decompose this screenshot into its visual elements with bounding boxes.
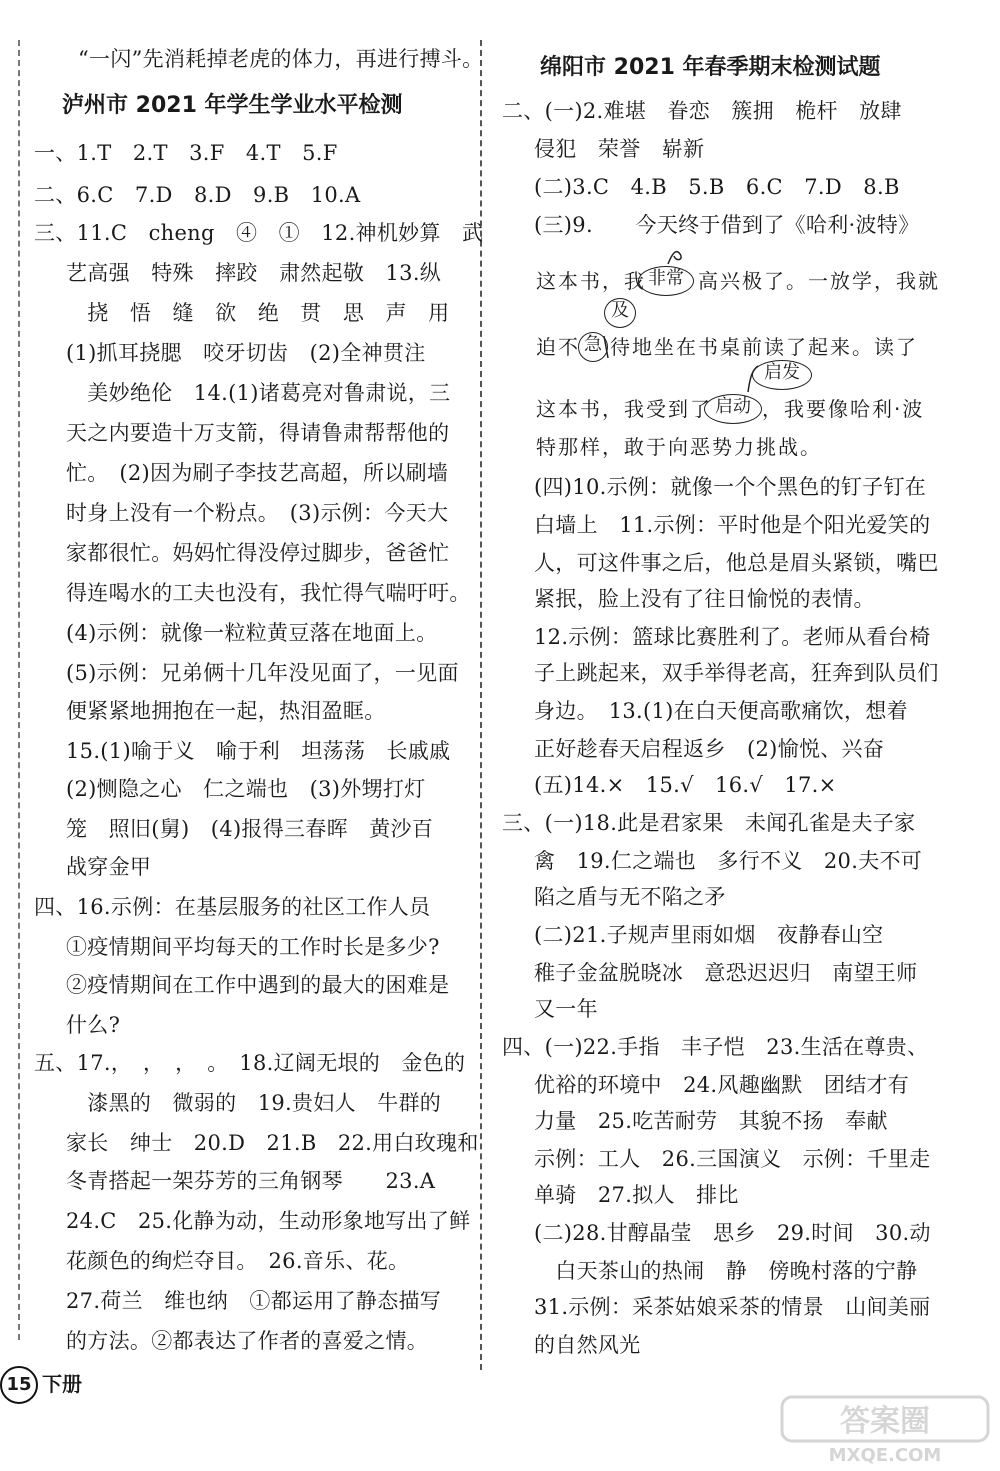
answer-line: 二、6.C 7.D 8.D 9.B 10.A xyxy=(34,183,361,207)
answer-line: 五、17.， ， ， 。 18.辽阔无垠的 金色的 xyxy=(34,1051,466,1075)
answer-line: 三、11.C cheng ④ ① 12.神机妙算 武 xyxy=(34,221,484,245)
answer-line: 二、(一)2.难堪 眷恋 簇拥 桅杆 放肆 xyxy=(502,99,902,123)
hand-line-3a: 这本书，我受到了 xyxy=(536,397,712,421)
answer-line: 单骑 27.拟人 排比 xyxy=(534,1183,739,1207)
section-title-mianyang: 绵阳市 2021 年春季期末检测试题 xyxy=(540,55,881,80)
inserted-word: 启发 xyxy=(752,360,812,390)
answer-line: 花颜色的绚烂夺目。 26.音乐、花。 xyxy=(66,1249,410,1273)
svg-text:MXQE.COM: MXQE.COM xyxy=(828,1445,942,1465)
inserted-word: 及 xyxy=(604,298,636,328)
answer-line: 12.示例：篮球比赛胜利了。老师从看台椅 xyxy=(534,625,931,649)
watermark-logo xyxy=(780,1395,990,1465)
answer-line: (1)抓耳挠腮 咬牙切齿 (2)全神贯注 xyxy=(66,341,426,365)
answer-line: 四、16.示例：在基层服务的社区工作人员 xyxy=(34,895,431,919)
answer-line: 的方法。②都表达了作者的喜爱之情。 xyxy=(66,1329,429,1353)
answer-line: (5)示例：兄弟俩十几年没见面了，一见面 xyxy=(66,661,459,685)
circled-word: 非常 xyxy=(638,266,694,296)
hand-line-4: 特那样，敢于向恶势力挑战。 xyxy=(536,435,822,459)
answer-line: (四)10.示例：就像一个个黑色的钉子钉在 xyxy=(534,475,927,499)
answer-line: 侵犯 荣誉 崭新 xyxy=(534,137,705,161)
volume-label: 下册 xyxy=(42,1372,82,1396)
left-margin-dashed-line xyxy=(18,40,20,1340)
answer-line: 禽 19.仁之端也 多行不义 20.夫不可 xyxy=(534,849,923,873)
answer-line: 24.C 25.化静为动，生动形象地写出了鲜 xyxy=(66,1209,471,1233)
answer-line: 陷之盾与无不陷之矛 xyxy=(534,885,726,909)
answer-line: 忙。 (2)因为刷子李技艺高超，所以刷墙 xyxy=(66,461,449,485)
answer-line: 艺高强 特殊 摔跤 肃然起敬 13.纵 xyxy=(66,261,442,285)
answer-line: 白墙上 11.示例：平时他是个阳光爱笑的 xyxy=(534,513,931,537)
answer-line: 27.荷兰 维也纳 ①都运用了静态描写 xyxy=(66,1289,442,1313)
answer-line: 冬青搭起一架芬芳的三角钢琴 23.A xyxy=(66,1169,436,1193)
answer-line: (二)21.子规声里雨如烟 夜静春山空 xyxy=(534,923,884,947)
answer-line: (4)示例：就像一粒粒黄豆落在地面上。 xyxy=(66,621,438,645)
hand-line-2a: 迫不 xyxy=(536,335,580,359)
answer-line: 的自然风光 xyxy=(534,1333,641,1357)
answer-line: 美妙绝伦 14.(1)诸葛亮对鲁肃说，三 xyxy=(66,381,451,405)
answer-line: 人，可这件事之后，他总是眉头紧锁，嘴巴 xyxy=(534,551,939,575)
answer-line: 白天茶山的热闹 静 傍晚村落的宁静 xyxy=(534,1259,918,1283)
answer-line: 四、(一)22.手指 丰子恺 23.生活在尊贵、 xyxy=(502,1035,929,1059)
answer-line: (2)恻隐之心 仁之端也 (3)外甥打灯 xyxy=(66,777,426,801)
hand-line-1a: 这本书，我 xyxy=(536,269,646,293)
answer-line: 示例：工人 26.三国演义 示例：千里走 xyxy=(534,1147,931,1171)
section-title-luzhou: 泸州市 2021 年学生学业水平检测 xyxy=(62,93,403,118)
answer-line: 优裕的环境中 24.风趣幽默 团结才有 xyxy=(534,1073,910,1097)
answer-line: ②疫情期间在工作中遇到的最大的困难是 xyxy=(66,973,450,997)
answer-line: 家长 绅士 20.D 21.B 22.用白玫瑰和 xyxy=(66,1131,479,1155)
answer-line: 天之内要造十万支箭，得请鲁肃帮帮他的 xyxy=(66,421,450,445)
answer-line: 笼 照旧(舅) (4)报得三春晖 黄沙百 xyxy=(66,817,434,841)
correction-marks xyxy=(500,240,1000,440)
answer-line: 家都很忙。妈妈忙得没停过脚步，爸爸忙 xyxy=(66,541,450,565)
answer-line: 战穿金甲 xyxy=(66,855,152,879)
circled-word: 启动 xyxy=(704,394,762,424)
answer-line: 漆黑的 微弱的 19.贵妇人 牛群的 xyxy=(66,1091,442,1115)
answer-line: (三)9. 今天终于借到了《哈利·波特》 xyxy=(534,213,920,237)
answer-line: 紧抿，脸上没有了往日愉悦的表情。 xyxy=(534,587,875,611)
answer-line: 得连喝水的工夫也没有，我忙得气喘吁吁。 xyxy=(66,581,471,605)
answer-line: 身边。 13.(1)在白天便高歌痛饮，想着 xyxy=(534,699,908,723)
answer-line: ①疫情期间平均每天的工作时长是多少? xyxy=(66,935,440,959)
answer-line: 便紧紧地拥抱在一起，热泪盈眶。 xyxy=(66,699,386,723)
answer-line: 一、1.T 2.T 3.F 4.T 5.F xyxy=(34,141,338,165)
page-number-badge: 15 xyxy=(0,1366,38,1404)
answer-line: 又一年 xyxy=(534,997,598,1021)
intro-line: “一闪”先消耗掉老虎的体力，再进行搏斗。 xyxy=(78,47,484,71)
answer-line: 15.(1)喻于义 喻于利 坦荡荡 长戚戚 xyxy=(66,739,451,763)
hand-line-2b: 待地坐在书桌前读了起来。读了 xyxy=(610,335,918,359)
answer-line: 稚子金盆脱晓冰 意恐迟迟归 南望王师 xyxy=(534,961,918,985)
answer-line: 31.示例：采茶姑娘采茶的情景 山间美丽 xyxy=(534,1295,931,1319)
answer-line: (五)14.× 15.√ 16.√ 17.× xyxy=(534,773,837,797)
answer-line: 正好趁春天启程返乡 (2)愉悦、兴奋 xyxy=(534,737,885,761)
answer-line: 什么? xyxy=(66,1013,121,1037)
circled-word: 急 xyxy=(578,332,608,362)
answer-line: 挠 悟 缝 欲 绝 贯 思 声 用 xyxy=(66,301,450,325)
answer-line: 力量 25.吃苦耐劳 其貌不扬 奉献 xyxy=(534,1109,888,1133)
answer-line: (二)3.C 4.B 5.B 6.C 7.D 8.B xyxy=(534,175,900,199)
svg-text:答案圈: 答案圈 xyxy=(840,1404,930,1439)
answer-line: 时身上没有一个粉点。 (3)示例：今天大 xyxy=(66,501,449,525)
answer-line: (二)28.甘醇晶莹 思乡 29.时间 30.动 xyxy=(534,1221,931,1245)
hand-line-3b: ，我要像哈利·波 xyxy=(762,397,925,421)
answer-line: 子上跳起来，双手举得老高，狂奔到队员们 xyxy=(534,661,939,685)
answer-line: 三、(一)18.此是君家果 未闻孔雀是夫子家 xyxy=(502,811,916,835)
hand-line-1b: 高兴极了。一放学，我就 xyxy=(698,269,940,293)
